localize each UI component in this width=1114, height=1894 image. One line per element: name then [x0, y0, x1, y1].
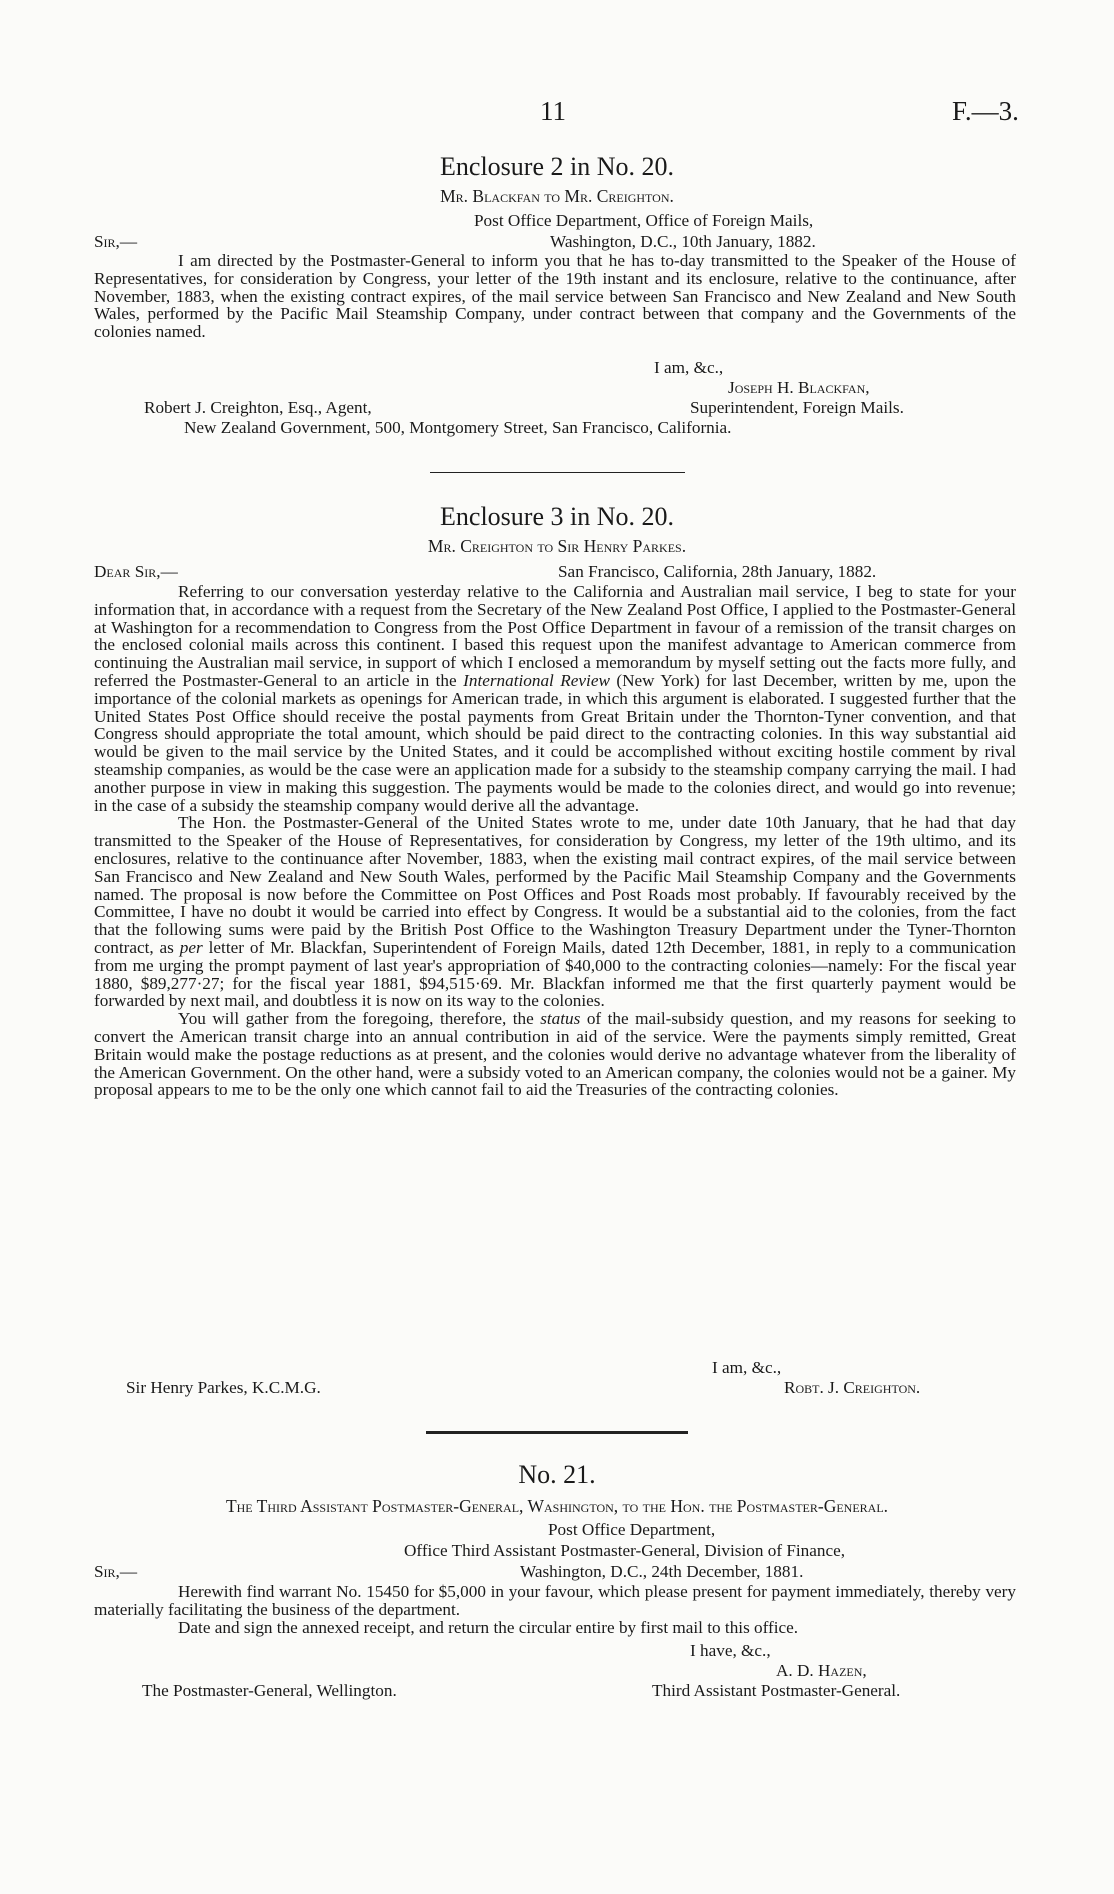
enclosure-3-paragraph-1: Referring to our conversation yesterday relative to the California and Australian mail service, I beg to state for your information that, in accordance with a request from the Secretary of the New Zealand Post Office, I applied to the Postmaster-General at Washington for a recommendation to Congress from the Post Office Department in favour of a remission of the transit charges on the enclosed colonial mails across this continent. I based this request upon the manifest advantage to American commerce from continuing the Australian mail service, in support of which I enclosed a memorandum by myself setting out the facts more fully, and referred the Postmaster-General to an article in the International Review (New York) for last December, written by me, upon the importance of the colonial markets as openings for American trade, in which this argument is elaborated. I suggested further that the United States Post Office should receive the postal payments from Great Britain under the Thornton-Tyner convention, and that Congress should appropriate the total amount, which should be paid direct to the contracting colonies. In this way substantial aid would be given to the mail service by the United States, and it could be accomplished without exciting hostile comment by rival steamship companies, as would be the case were an application made for a subsidy to the steamship company carrying the mail. I had another purpose in view in making this suggestion. The payments would be made to the colonies direct, and would go into revenue; in the case of a subsidy the steamship company would derive all the advantage. — [94, 582, 1017, 815]
no21-subtitle: The Third Assistant Postmaster-General, Washington, to the Hon. the Postmaster-General. — [225, 1496, 889, 1516]
enclosure-2-closing: I am, &c., — [654, 358, 724, 377]
publication-title: International Review — [463, 670, 610, 690]
no21-paragraph-2: Date and sign the annexed receipt, and return the circular entire by first mail to this office. — [178, 1617, 799, 1637]
page-number: 11 — [540, 96, 566, 126]
no21-salutation: Sir,— — [94, 1562, 138, 1581]
no21-title: No. 21. — [518, 1460, 596, 1489]
enclosure-2-recipient-line1: Robert J. Creighton, Esq., Agent, — [144, 398, 372, 417]
enclosure-3-title: Enclosure 3 in No. 20. — [440, 502, 674, 531]
no21-address-line3: Washington, D.C., 24th December, 1881. — [520, 1562, 804, 1581]
no21-address-line2: Office Third Assistant Postmaster-General, Division of Finance, — [404, 1541, 846, 1560]
section-divider — [430, 472, 685, 473]
enclosure-3-subtitle: Mr. Creighton to Sir Henry Parkes. — [427, 536, 687, 556]
enclosure-2-subtitle: Mr. Blackfan to Mr. Creighton. — [440, 186, 674, 206]
enclosure-3-paragraph-2: The Hon. the Postmaster-General of the United States wrote to me, under date 10th January, that he had that day transmitted to the Speaker of the House of Representatives, for consideration by Congress, my letter of the 19th ultimo, and its enclosures, relative to the continuance after November, 1883, when the existing mail contract expires, of the mail service between San Francisco and New Zealand and New South Wales, performed by the Pacific Mail Steamship Company and the Governments named. The proposal is now before the Committee on Post Offices and Post Roads most probably. If favourably received by the Committee, I have no doubt it would be carried into effect by Congress. It would be a substantial aid to the colonies, from the fact that the following sums were paid by the British Post Office to the Washington Treasury Department under the Tyner-Thornton contract, as per letter of Mr. Blackfan, Superintendent of Foreign Mails, dated 12th December, 1881, in reply to a communication from me urging the prompt payment of last year's appropriation of $40,000 to the contracting colonies—namely: For the fiscal year 1880, $89,277·27; for the fiscal year 1881, $94,515·69. Mr. Blackfan informed me that the first quarterly payment would be forwarded by next mail, and doubtless it is now on its way to the colonies. — [94, 813, 1017, 1011]
enclosure-2-address-line1: Post Office Department, Office of Foreign Mails, — [474, 211, 814, 230]
enclosure-3-recipient: Sir Henry Parkes, K.C.M.G. — [126, 1378, 321, 1397]
no21-paragraph-1: Herewith find warrant No. 15450 for $5,000 in your favour, which please present for payment immediately, thereby very materially facilitating the business of the department. — [94, 1582, 1016, 1619]
enclosure-3-salutation: Dear Sir,— — [94, 562, 178, 581]
enclosure-2-paragraph: I am directed by the Postmaster-General to inform you that he has to-day transmitted to the Speaker of the House of Representatives, for consideration by Congress, your letter of the 19th instant and its enclosure, relative to the continuance, after November, 1883, when the existing contract expires, of the mail service between San Francisco and New Zealand and New South Wales, performed by the Pacific Mail Steamship Company, under contract between that company and the Governments of the colonies named. — [94, 251, 1016, 342]
section-divider-heavy — [426, 1431, 688, 1434]
enclosure-2-body — [94, 252, 1016, 341]
enclosure-3-paragraph-3: You will gather from the foregoing, therefore, the status of the mail-subsidy question, and my reasons for seeking to convert the American transit charge into an annual contribution in aid of the service. Were the payments simply remitted, Great Britain would make the postage reductions as at present, and the colonies would derive no advantage whatever from the liberality of the American Government. On the other hand, were a subsidy voted to an American company, the colonies would not be a gainer. My proposal appears to me to be the only one which cannot fail to aid the Treasuries of the contracting colonies. — [94, 1009, 1017, 1100]
enclosure-3-signatory: Robt. J. Creighton. — [784, 1378, 921, 1397]
enclosure-3-address: San Francisco, California, 28th January, 1882. — [558, 562, 877, 581]
enclosure-2-signatory-title: Superintendent, Foreign Mails. — [690, 398, 904, 417]
no21-body — [94, 1583, 1016, 1636]
enclosure-2-signatory: Joseph H. Blackfan, — [728, 378, 870, 397]
no21-closing: I have, &c., — [690, 1641, 771, 1660]
enclosure-3-closing: I am, &c., — [712, 1358, 782, 1377]
no21-address-line1: Post Office Department, — [548, 1520, 716, 1539]
enclosure-2-salutation: Sir,— — [94, 232, 138, 251]
enclosure-2-address-line2: Washington, D.C., 10th January, 1882. — [550, 232, 816, 251]
paper-reference: F.—3. — [952, 96, 1019, 126]
enclosure-3-body — [94, 583, 1016, 1099]
enclosure-2-title: Enclosure 2 in No. 20. — [440, 152, 674, 181]
no21-signatory: A. D. Hazen, — [776, 1661, 867, 1680]
no21-recipient: The Postmaster-General, Wellington. — [142, 1681, 397, 1700]
enclosure-2-recipient-line2: New Zealand Government, 500, Montgomery Street, San Francisco, California. — [184, 418, 732, 437]
no21-signatory-title: Third Assistant Postmaster-General. — [652, 1681, 901, 1700]
